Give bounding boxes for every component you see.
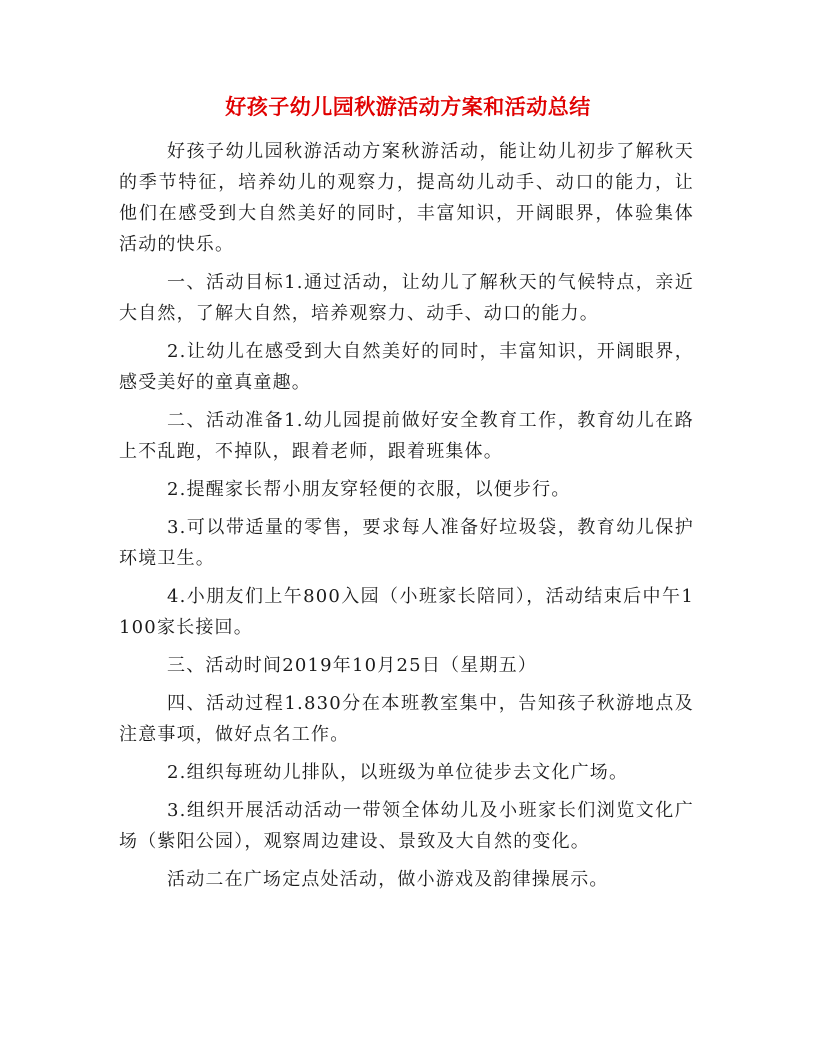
paragraph-prep-3: 3.可以带适量的零售，要求每人准备好垃圾袋，教育幼儿保护环境卫生。 [119,517,694,569]
paragraph-time: 三、活动时间2019年10月25日（星期五） [167,655,538,676]
paragraph-goal-1: 一、活动目标1.通过活动，让幼儿了解秋天的气候特点，亲近大自然，了解大自然，培养观察力、动手、动口的能力。 [119,272,694,324]
paragraph-prep-1: 二、活动准备1.幼儿园提前做好安全教育工作，教育幼儿在路上不乱跑，不掉队，跟着老师，跟着班集体。 [119,410,694,462]
paragraph-prep-2: 2.提醒家长帮小朋友穿轻便的衣服，以便步行。 [167,479,571,500]
paragraph-process-2: 2.组织每班幼儿排队，以班级为单位徒步去文化广场。 [167,762,629,783]
paragraph-intro: 好孩子幼儿园秋游活动方案秋游活动，能让幼儿初步了解秋天的季节特征，培养幼儿的观察力，提高幼儿动手、动口的能力，让他们在感受到大自然美好的同时，丰富知识，开阔眼界，体验集体活动的快乐。 [119,141,694,255]
document-body [119,136,694,902]
document-title: 好孩子幼儿园秋游活动方案和活动总结 [225,94,591,119]
paragraph-goal-2: 2.让幼儿在感受到大自然美好的同时，丰富知识，开阔眼界，感受美好的童真童趣。 [119,341,694,393]
paragraph-prep-4: 4.小朋友们上午800入园（小班家长陪同），活动结束后中午1100家长接回。 [119,586,694,638]
paragraph-activity-2: 活动二在广场定点处活动，做小游戏及韵律操展示。 [167,869,609,890]
paragraph-process-3: 3.组织开展活动活动一带领全体幼儿及小班家长们浏览文化广场（紫阳公园），观察周边建设、景致及大自然的变化。 [119,800,694,852]
paragraph-process-1: 四、活动过程1.830分在本班教室集中，告知孩子秋游地点及注意事项，做好点名工作。 [119,693,694,745]
